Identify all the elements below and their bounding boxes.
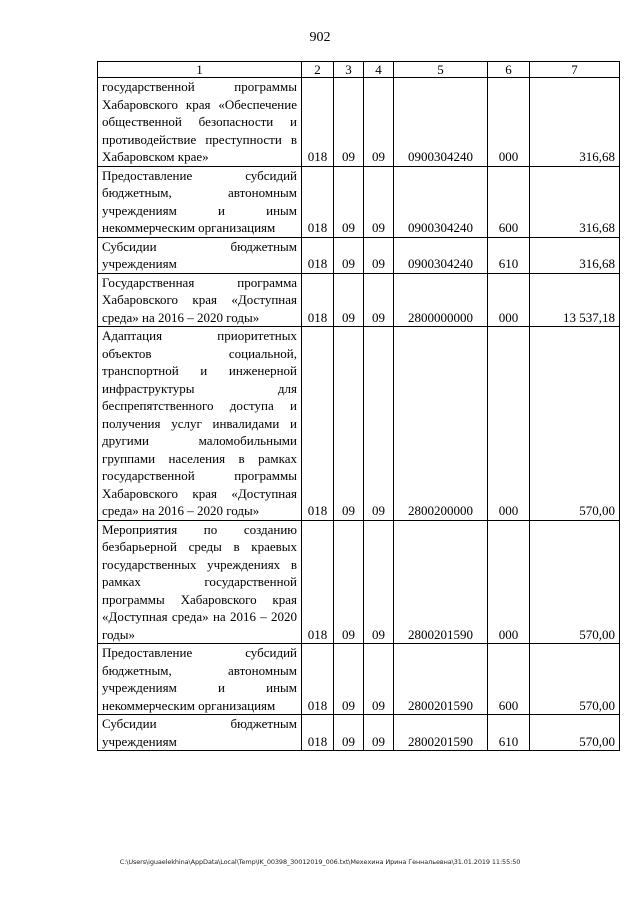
cell-admin-code: 018 — [302, 237, 334, 273]
cell-name: Мероприятия по созданию безбарьерной среды в краевых государственных учреждениях в рамках государственной программы Хабаровского края «Доступная среда» на 2016 – 2020 годы» — [98, 520, 302, 644]
cell-admin-code: 018 — [302, 715, 334, 751]
header-col-3: 3 — [334, 62, 364, 78]
cell-subsection: 09 — [364, 327, 394, 521]
cell-expense-type: 610 — [488, 237, 530, 273]
cell-target-article: 0900304240 — [394, 237, 488, 273]
cell-expense-type: 600 — [488, 166, 530, 237]
header-col-5: 5 — [394, 62, 488, 78]
cell-subsection: 09 — [364, 237, 394, 273]
cell-expense-type: 000 — [488, 520, 530, 644]
cell-admin-code: 018 — [302, 273, 334, 327]
cell-admin-code: 018 — [302, 644, 334, 715]
cell-admin-code: 018 — [302, 166, 334, 237]
cell-target-article: 2800201590 — [394, 644, 488, 715]
cell-expense-type: 000 — [488, 78, 530, 167]
header-row — [98, 62, 620, 78]
cell-target-article: 0900304240 — [394, 166, 488, 237]
cell-expense-type: 610 — [488, 715, 530, 751]
cell-subsection: 09 — [364, 273, 394, 327]
cell-target-article: 2800200000 — [394, 327, 488, 521]
cell-subsection: 09 — [364, 520, 394, 644]
cell-section: 09 — [334, 644, 364, 715]
cell-name: Субсидии бюджетным учреждениям — [98, 237, 302, 273]
table-row — [98, 715, 620, 751]
cell-expense-type: 600 — [488, 644, 530, 715]
cell-name: Государственная программа Хабаровского края «Доступная среда» на 2016 – 2020 годы» — [98, 273, 302, 327]
cell-expense-type: 000 — [488, 327, 530, 521]
cell-amount: 570,00 — [530, 327, 620, 521]
header-col-2: 2 — [302, 62, 334, 78]
cell-subsection: 09 — [364, 78, 394, 167]
cell-amount: 316,68 — [530, 237, 620, 273]
cell-admin-code: 018 — [302, 78, 334, 167]
cell-name: Предоставление субсидий бюджетным, автономным учреждениям и иным некоммерческим организациям — [98, 166, 302, 237]
cell-amount: 570,00 — [530, 715, 620, 751]
cell-target-article: 2800000000 — [394, 273, 488, 327]
cell-section: 09 — [334, 78, 364, 167]
cell-section: 09 — [334, 166, 364, 237]
cell-target-article: 2800201590 — [394, 520, 488, 644]
header-col-1: 1 — [98, 62, 302, 78]
header-col-4: 4 — [364, 62, 394, 78]
cell-subsection: 09 — [364, 644, 394, 715]
cell-subsection: 09 — [364, 715, 394, 751]
budget-table — [97, 61, 620, 751]
cell-name: государственной программы Хабаровского края «Обеспечение общественной безопасности и противодействие преступности в Хабаровском крае» — [98, 78, 302, 167]
cell-name: Адаптация приоритетных объектов социальной, транспортной и инженерной инфраструктуры для беспрепятственного доступа и получения услуг инвалидами и другими маломобильными группами населения в рамках государственной программы Хабаровского края «Доступная среда» на 2016 – 2020 годы» — [98, 327, 302, 521]
cell-section: 09 — [334, 520, 364, 644]
cell-amount: 13 537,18 — [530, 273, 620, 327]
cell-target-article: 2800201590 — [394, 715, 488, 751]
cell-amount: 570,00 — [530, 520, 620, 644]
cell-expense-type: 000 — [488, 273, 530, 327]
table-row — [98, 520, 620, 644]
page-number: 902 — [309, 30, 331, 45]
cell-name: Субсидии бюджетным учреждениям — [98, 715, 302, 751]
cell-section: 09 — [334, 715, 364, 751]
cell-amount: 570,00 — [530, 644, 620, 715]
cell-section: 09 — [334, 273, 364, 327]
cell-amount: 316,68 — [530, 78, 620, 167]
table-row — [98, 78, 620, 167]
header-col-6: 6 — [488, 62, 530, 78]
cell-subsection: 09 — [364, 166, 394, 237]
cell-admin-code: 018 — [302, 520, 334, 644]
table-row — [98, 273, 620, 327]
table-row — [98, 327, 620, 521]
cell-section: 09 — [334, 327, 364, 521]
table-row — [98, 644, 620, 715]
table-row — [98, 237, 620, 273]
cell-admin-code: 018 — [302, 327, 334, 521]
cell-amount: 316,68 — [530, 166, 620, 237]
cell-name: Предоставление субсидий бюджетным, автономным учреждениям и иным некоммерческим организациям — [98, 644, 302, 715]
cell-section: 09 — [334, 237, 364, 273]
header-col-7: 7 — [530, 62, 620, 78]
cell-target-article: 0900304240 — [394, 78, 488, 167]
table-row — [98, 166, 620, 237]
file-path-footer: C:\Users\iguaelekhina\AppData\Local\Temp\IK_00398_30012019_006.txt\Мехехина Ирина Геннальевна\31.01.2019 11:55:50 — [119, 858, 521, 866]
